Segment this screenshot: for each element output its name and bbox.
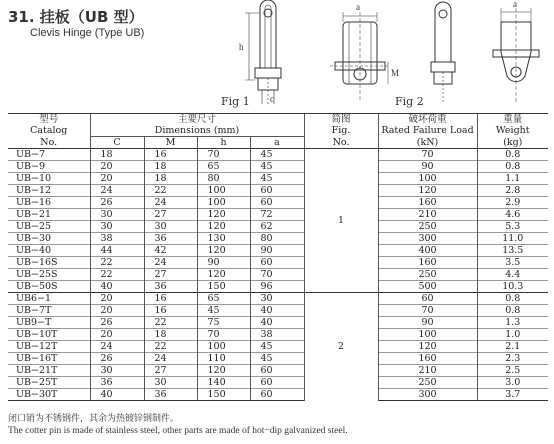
fig1-front-view bbox=[330, 12, 390, 102]
cell-dim-a: 45 bbox=[250, 173, 304, 185]
cell-dim-c: 40 bbox=[90, 281, 144, 293]
table-row bbox=[8, 221, 548, 233]
cell-weight: 3.7 bbox=[477, 389, 548, 401]
table-row bbox=[8, 269, 548, 281]
cell-dim-c: 20 bbox=[90, 173, 144, 185]
cell-dim-c: 30 bbox=[90, 221, 144, 233]
cell-dim-a: 96 bbox=[250, 281, 304, 293]
cell-catalog-no: UB−16 bbox=[8, 197, 90, 209]
cell-failure-load: 210 bbox=[378, 209, 477, 221]
cell-failure-load: 90 bbox=[378, 317, 477, 329]
cell-dim-c: 30 bbox=[90, 365, 144, 377]
cell-dim-a: 90 bbox=[250, 245, 304, 257]
cell-catalog-no: UB−7 bbox=[8, 149, 90, 161]
cell-catalog-no: UB−25T bbox=[8, 377, 90, 389]
table-row bbox=[8, 305, 548, 317]
page-title: 31. 挂板（UB 型） bbox=[8, 8, 144, 26]
cell-failure-load: 120 bbox=[378, 341, 477, 353]
cell-dim-a: 72 bbox=[250, 209, 304, 221]
cell-dim-a: 80 bbox=[250, 233, 304, 245]
cell-failure-load: 500 bbox=[378, 281, 477, 293]
cell-weight: 5.3 bbox=[477, 221, 548, 233]
cell-dim-a: 45 bbox=[250, 161, 304, 173]
cell-dim-c: 44 bbox=[90, 245, 144, 257]
cell-weight: 10.3 bbox=[477, 281, 548, 293]
cell-dim-m: 18 bbox=[144, 173, 197, 185]
cell-catalog-no: UB−25 bbox=[8, 221, 90, 233]
hdr-fig-no: No. bbox=[304, 137, 378, 149]
cell-weight: 13.5 bbox=[477, 245, 548, 257]
cell-failure-load: 100 bbox=[378, 329, 477, 341]
cell-dim-a: 45 bbox=[250, 353, 304, 365]
cell-dim-a: 60 bbox=[250, 185, 304, 197]
cell-failure-load: 250 bbox=[378, 221, 477, 233]
hdr-load-unit: (kN) bbox=[378, 137, 477, 149]
hdr-col-h: h bbox=[197, 137, 250, 149]
cell-weight: 0.8 bbox=[477, 305, 548, 317]
cell-dim-c: 24 bbox=[90, 341, 144, 353]
cell-dim-m: 27 bbox=[144, 365, 197, 377]
cell-weight: 0.8 bbox=[477, 149, 548, 161]
dim-label-a: a bbox=[356, 2, 360, 12]
cell-failure-load: 100 bbox=[378, 173, 477, 185]
hdr-weight-cn: 重量 bbox=[477, 114, 548, 126]
cell-weight: 1.0 bbox=[477, 329, 548, 341]
hdr-col-m: M bbox=[144, 137, 197, 149]
table-row bbox=[8, 257, 548, 269]
cell-dim-c: 30 bbox=[90, 209, 144, 221]
cell-dim-a: 38 bbox=[250, 329, 304, 341]
cell-dim-h: 120 bbox=[197, 221, 250, 233]
fig2-front-view bbox=[493, 8, 539, 104]
cell-dim-a: 40 bbox=[250, 317, 304, 329]
hdr-weight-unit: (kg) bbox=[477, 137, 548, 149]
table-row bbox=[8, 245, 548, 257]
hdr-col-a: a bbox=[250, 137, 304, 149]
cell-dim-a: 40 bbox=[250, 305, 304, 317]
cell-weight: 2.5 bbox=[477, 365, 548, 377]
table-row bbox=[8, 161, 548, 173]
cell-dim-h: 140 bbox=[197, 377, 250, 389]
cell-dim-m: 36 bbox=[144, 233, 197, 245]
cell-catalog-no: UB−25S bbox=[8, 269, 90, 281]
cell-dim-c: 38 bbox=[90, 233, 144, 245]
cell-weight: 3.5 bbox=[477, 257, 548, 269]
hdr-load-en: Rated Failure Load bbox=[378, 125, 477, 137]
cell-dim-a: 60 bbox=[250, 257, 304, 269]
cell-dim-h: 150 bbox=[197, 389, 250, 401]
hdr-weight-en: Weight bbox=[477, 125, 548, 137]
cell-dim-c: 26 bbox=[90, 197, 144, 209]
table-row bbox=[8, 389, 548, 401]
cell-dim-c: 20 bbox=[90, 329, 144, 341]
cell-dim-c: 22 bbox=[90, 257, 144, 269]
cell-dim-h: 100 bbox=[197, 185, 250, 197]
cell-catalog-no: UB−9 bbox=[8, 161, 90, 173]
hdr-fig-cn: 简图 bbox=[304, 114, 378, 126]
cell-dim-c: 26 bbox=[90, 317, 144, 329]
cell-dim-h: 80 bbox=[197, 173, 250, 185]
cell-dim-a: 45 bbox=[250, 149, 304, 161]
cell-dim-m: 42 bbox=[144, 245, 197, 257]
table-row bbox=[8, 353, 548, 365]
cell-dim-a: 45 bbox=[250, 341, 304, 353]
fig1-side-view bbox=[245, 0, 281, 104]
hdr-load-cn: 破坏荷重 bbox=[378, 114, 477, 126]
cell-failure-load: 210 bbox=[378, 365, 477, 377]
cell-dim-a: 62 bbox=[250, 221, 304, 233]
cell-failure-load: 60 bbox=[378, 293, 477, 305]
dim-label-h: h bbox=[239, 42, 244, 52]
cell-dim-a: 70 bbox=[250, 269, 304, 281]
cell-fig-no: 1 bbox=[304, 149, 378, 293]
cell-weight: 11.0 bbox=[477, 233, 548, 245]
dim-label-a2: a bbox=[513, 0, 517, 9]
cell-failure-load: 300 bbox=[378, 389, 477, 401]
cell-dim-m: 22 bbox=[144, 317, 197, 329]
spec-table bbox=[8, 113, 548, 401]
cell-catalog-no: UB−40 bbox=[8, 245, 90, 257]
cell-catalog-no: UB−21 bbox=[8, 209, 90, 221]
cell-dim-m: 36 bbox=[144, 389, 197, 401]
cell-dim-m: 27 bbox=[144, 209, 197, 221]
cell-weight: 3.0 bbox=[477, 377, 548, 389]
page-subtitle: Clevis Hinge (Type UB) bbox=[30, 27, 145, 39]
clevis-hinge-drawings bbox=[225, 0, 554, 106]
note-cn: 闭口销为不锈钢件，其余为热镀锌钢制件。 bbox=[8, 414, 180, 424]
cell-catalog-no: UB−10 bbox=[8, 173, 90, 185]
table-row bbox=[8, 365, 548, 377]
cell-catalog-no: UB6−1 bbox=[8, 293, 90, 305]
cell-dim-h: 70 bbox=[197, 329, 250, 341]
cell-dim-h: 65 bbox=[197, 293, 250, 305]
cell-catalog-no: UB−12T bbox=[8, 341, 90, 353]
cell-catalog-no: UB−30 bbox=[8, 233, 90, 245]
cell-fig-no: 2 bbox=[304, 293, 378, 401]
cell-dim-a: 30 bbox=[250, 293, 304, 305]
table-row bbox=[8, 317, 548, 329]
cell-dim-a: 60 bbox=[250, 389, 304, 401]
cell-dim-m: 22 bbox=[144, 185, 197, 197]
cell-dim-c: 20 bbox=[90, 305, 144, 317]
table-row bbox=[8, 329, 548, 341]
hdr-col-c: C bbox=[90, 137, 144, 149]
table-row bbox=[8, 377, 548, 389]
cell-dim-c: 18 bbox=[90, 149, 144, 161]
table-row bbox=[8, 281, 548, 293]
table-row bbox=[8, 197, 548, 209]
cell-failure-load: 160 bbox=[378, 197, 477, 209]
cell-weight: 1.1 bbox=[477, 173, 548, 185]
fig1-caption: Fig 1 bbox=[221, 95, 250, 108]
cell-catalog-no: UB−12 bbox=[8, 185, 90, 197]
cell-failure-load: 120 bbox=[378, 185, 477, 197]
cell-failure-load: 300 bbox=[378, 233, 477, 245]
cell-dim-h: 110 bbox=[197, 353, 250, 365]
table-row bbox=[8, 341, 548, 353]
cell-dim-m: 22 bbox=[144, 341, 197, 353]
cell-dim-m: 16 bbox=[144, 305, 197, 317]
spec-table-body bbox=[8, 149, 548, 401]
cell-weight: 2.3 bbox=[477, 353, 548, 365]
cell-catalog-no: UB−10T bbox=[8, 329, 90, 341]
cell-catalog-no: UB9−T bbox=[8, 317, 90, 329]
cell-weight: 1.3 bbox=[477, 317, 548, 329]
dim-label-c: c bbox=[270, 94, 274, 104]
cell-catalog-no: UB−21T bbox=[8, 365, 90, 377]
cell-dim-c: 24 bbox=[90, 185, 144, 197]
cell-dim-m: 27 bbox=[144, 269, 197, 281]
table-row bbox=[8, 233, 548, 245]
cell-dim-m: 24 bbox=[144, 353, 197, 365]
cell-weight: 4.6 bbox=[477, 209, 548, 221]
hdr-dims-en: Dimensions (mm) bbox=[90, 125, 304, 137]
cell-dim-m: 30 bbox=[144, 221, 197, 233]
cell-dim-c: 26 bbox=[90, 353, 144, 365]
cell-catalog-no: UB−50S bbox=[8, 281, 90, 293]
table-row bbox=[8, 209, 548, 221]
cell-weight: 0.8 bbox=[477, 161, 548, 173]
fig2-side-view bbox=[431, 2, 455, 104]
table-row bbox=[8, 293, 548, 305]
cell-dim-c: 40 bbox=[90, 389, 144, 401]
cell-dim-c: 36 bbox=[90, 377, 144, 389]
cell-dim-m: 30 bbox=[144, 377, 197, 389]
table-row bbox=[8, 173, 548, 185]
cell-weight: 0.8 bbox=[477, 293, 548, 305]
hdr-dims-cn: 主要尺寸 bbox=[90, 114, 304, 126]
fig2-caption: Fig 2 bbox=[395, 95, 424, 108]
cell-dim-h: 70 bbox=[197, 149, 250, 161]
cell-catalog-no: UB−16T bbox=[8, 353, 90, 365]
cell-failure-load: 90 bbox=[378, 161, 477, 173]
cell-failure-load: 400 bbox=[378, 245, 477, 257]
cell-dim-h: 75 bbox=[197, 317, 250, 329]
cell-dim-c: 20 bbox=[90, 293, 144, 305]
cell-dim-m: 16 bbox=[144, 293, 197, 305]
figures bbox=[221, 0, 554, 108]
cell-failure-load: 250 bbox=[378, 377, 477, 389]
table-row bbox=[8, 149, 548, 161]
cell-dim-m: 16 bbox=[144, 149, 197, 161]
cell-weight: 2.8 bbox=[477, 185, 548, 197]
cell-dim-h: 150 bbox=[197, 281, 250, 293]
cell-catalog-no: UB−16S bbox=[8, 257, 90, 269]
cell-dim-h: 120 bbox=[197, 245, 250, 257]
dim-label-m: M bbox=[391, 68, 400, 78]
cell-weight: 2.1 bbox=[477, 341, 548, 353]
cell-dim-h: 65 bbox=[197, 161, 250, 173]
hdr-fig-en: Fig. bbox=[304, 125, 378, 137]
cell-dim-m: 18 bbox=[144, 161, 197, 173]
cell-dim-m: 24 bbox=[144, 197, 197, 209]
cell-failure-load: 70 bbox=[378, 149, 477, 161]
cell-weight: 4.4 bbox=[477, 269, 548, 281]
note-en: The cotter pin is made of stainless steel, other parts are made of hot−dip galvanized steel. bbox=[8, 426, 348, 436]
cell-dim-h: 100 bbox=[197, 197, 250, 209]
cell-dim-h: 120 bbox=[197, 365, 250, 377]
cell-catalog-no: UB−7T bbox=[8, 305, 90, 317]
cell-dim-h: 90 bbox=[197, 257, 250, 269]
cell-failure-load: 160 bbox=[378, 353, 477, 365]
cell-catalog-no: UB−30T bbox=[8, 389, 90, 401]
cell-failure-load: 250 bbox=[378, 269, 477, 281]
hdr-catalog-cn: 型号 bbox=[8, 114, 90, 126]
cell-dim-h: 130 bbox=[197, 233, 250, 245]
cell-dim-h: 45 bbox=[197, 305, 250, 317]
cell-dim-m: 24 bbox=[144, 257, 197, 269]
cell-dim-m: 36 bbox=[144, 281, 197, 293]
cell-dim-h: 100 bbox=[197, 341, 250, 353]
cell-dim-a: 60 bbox=[250, 365, 304, 377]
table-row bbox=[8, 185, 548, 197]
cell-dim-a: 60 bbox=[250, 377, 304, 389]
cell-dim-h: 120 bbox=[197, 209, 250, 221]
cell-dim-a: 60 bbox=[250, 197, 304, 209]
hdr-catalog-no: No. bbox=[8, 137, 90, 149]
cell-dim-h: 120 bbox=[197, 269, 250, 281]
cell-failure-load: 70 bbox=[378, 305, 477, 317]
cell-dim-c: 20 bbox=[90, 161, 144, 173]
cell-dim-c: 22 bbox=[90, 269, 144, 281]
cell-weight: 2.9 bbox=[477, 197, 548, 209]
cell-failure-load: 160 bbox=[378, 257, 477, 269]
hdr-catalog-en: Catalog bbox=[30, 125, 68, 136]
cell-dim-m: 18 bbox=[144, 329, 197, 341]
